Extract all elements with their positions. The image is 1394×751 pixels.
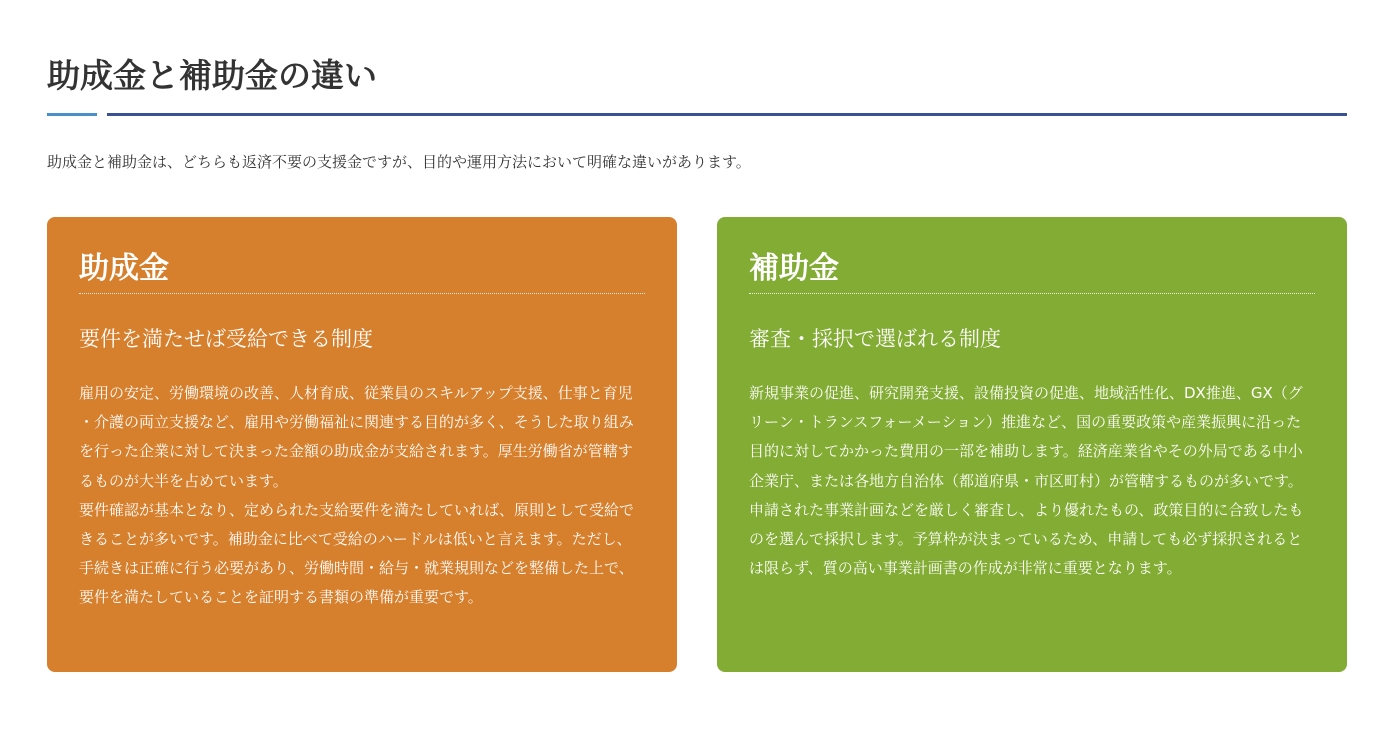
subsidy-grant-card xyxy=(47,217,677,672)
card-paragraph: 雇用の安定、労働環境の改善、人材育成、従業員のスキルアップ支援、仕事と育児・介護の両立支援など、雇用や労働福祉に関連する目的が多く、そうした取り組みを行った企業に対して決まった金額の助成金が支給されます。厚生労働省が管轄するものが大半を占めています。 xyxy=(79,384,634,490)
card-paragraph: 申請された事業計画などを厳しく審査し、より優れたもの、政策目的に合致したものを選んで採択します。予算枠が決まっているため、申請しても必ず採択されるとは限らず、質の高い事業計画書の作成が非常に重要となります。 xyxy=(749,500,1304,578)
title-accent-rule xyxy=(47,113,97,116)
card-subtitle: 要件を満たせば受給できる制度 xyxy=(79,327,373,351)
section-intro: 助成金と補助金は、どちらも返済不要の支援金ですが、目的や運用方法において明確な違いがあります。 xyxy=(47,153,751,171)
card-paragraph: 要件確認が基本となり、定められた支給要件を満たしていれば、原則として受給できることが多いです。補助金に比べて受給のハードルは低いと言えます。ただし、手続きは正確に行う必要があり、労働時間・給与・就業規則などを整備した上で、要件を満たしていることを証明する書類の準備が重要です。 xyxy=(79,500,635,607)
subsidy-card xyxy=(717,217,1347,672)
card-divider xyxy=(749,293,1315,294)
card-paragraph: 新規事業の促進、研究開発支援、設備投資の促進、地域活性化、DX推進、GX（グリーン・トランスフォーメーション）推進など、国の重要政策や産業振興に沿った目的に対してかかった費用の一部を補助します。経済産業省やその外局である中小企業庁、または各地方自治体（都道府県・市区町村）が管轄するものが多いです。 xyxy=(749,384,1303,490)
title-underline-rule xyxy=(107,113,1347,116)
card-description xyxy=(749,379,1309,583)
section-title: 助成金と補助金の違い xyxy=(47,56,377,95)
card-description xyxy=(79,379,639,613)
card-subtitle: 審査・採択で選ばれる制度 xyxy=(749,327,1001,351)
card-title: 補助金 xyxy=(749,251,839,286)
card-divider xyxy=(79,293,645,294)
card-title: 助成金 xyxy=(79,251,169,286)
